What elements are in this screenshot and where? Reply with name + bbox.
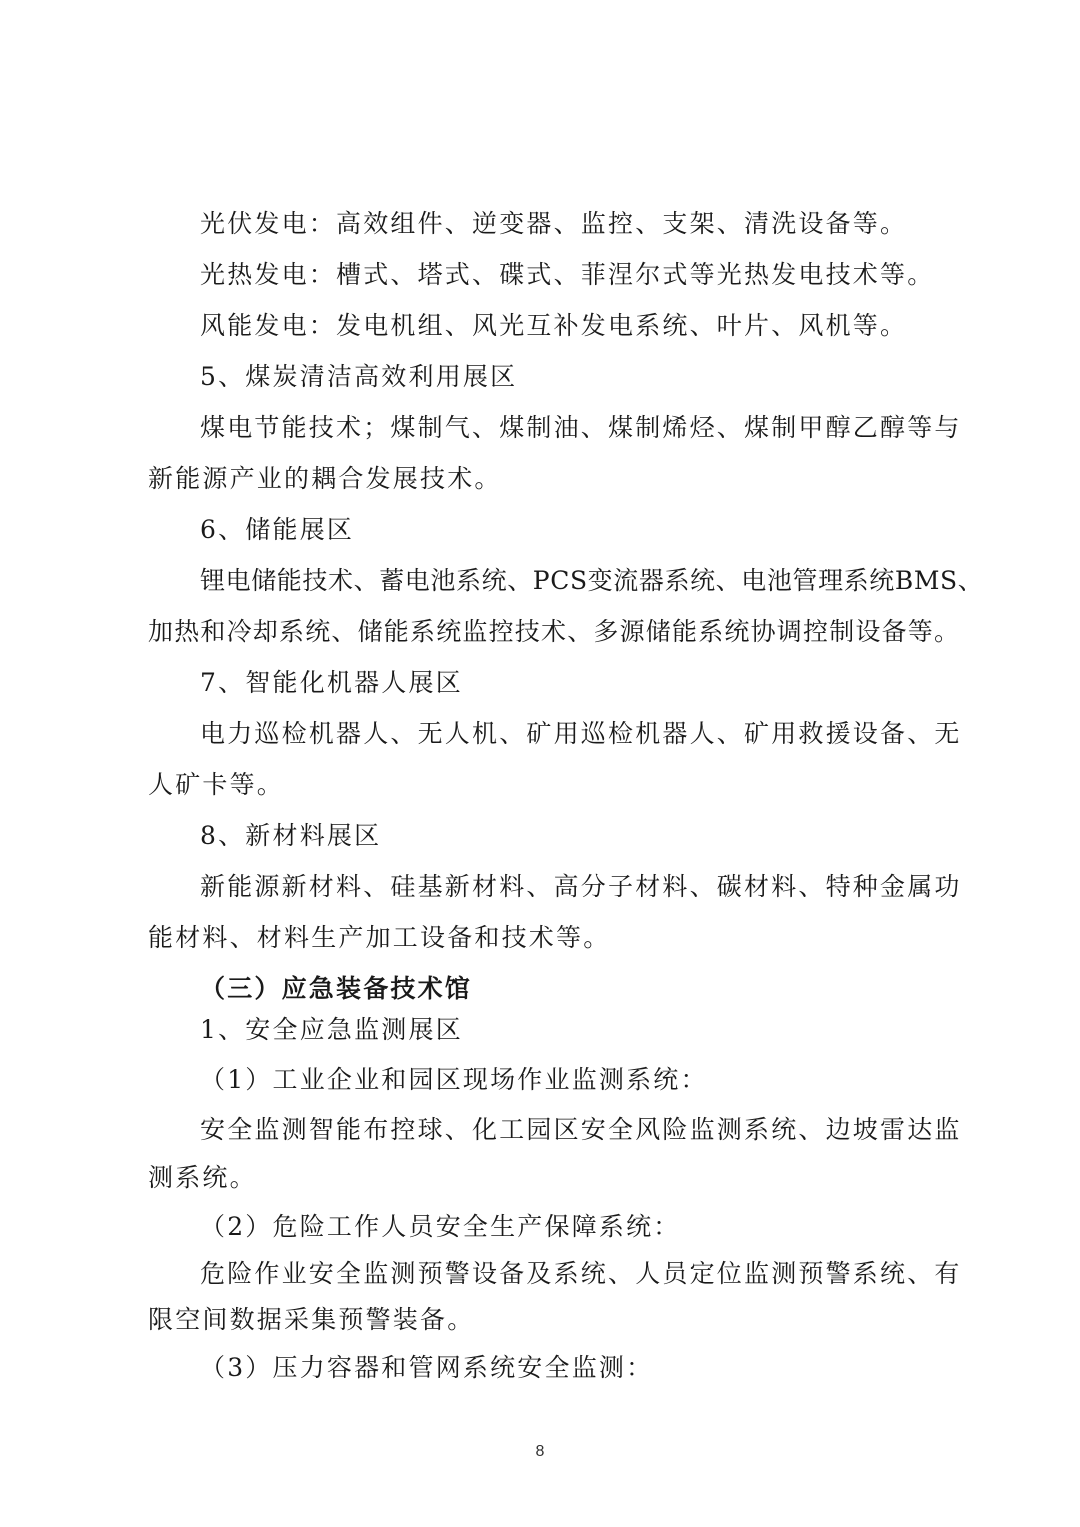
section-heading: 8、新材料展区 xyxy=(200,821,382,850)
text-line: 光热发电：槽式、塔式、碟式、菲涅尔式等光热发电技术等。 xyxy=(200,260,935,289)
text-line: 危险作业安全监测预警设备及系统、人员定位监测预警系统、有 xyxy=(200,1259,962,1288)
text-line: 限空间数据采集预警装备。 xyxy=(148,1305,475,1334)
text-line: 煤电节能技术；煤制气、煤制油、煤制烯烃、煤制甲醇乙醇等与 xyxy=(200,413,962,442)
section-heading: 7、智能化机器人展区 xyxy=(200,668,463,697)
page-number: 8 xyxy=(535,1443,545,1460)
text-line: 风能发电：发电机组、风光互补发电系统、叶片、风机等。 xyxy=(200,311,908,340)
subsection-heading: （1）工业企业和园区现场作业监测系统： xyxy=(200,1065,708,1094)
text-line: 锂电储能技术、蓄电池系统、PCS变流器系统、电池管理系统BMS、 xyxy=(200,566,984,595)
hall-heading: （三）应急装备技术馆 xyxy=(200,974,473,1003)
section-heading: 6、储能展区 xyxy=(200,515,355,544)
text-line: 安全监测智能布控球、化工园区安全风险监测系统、边坡雷达监 xyxy=(200,1115,962,1144)
subsection-heading: （3）压力容器和管网系统安全监测： xyxy=(200,1353,654,1382)
section-heading: 5、煤炭清洁高效利用展区 xyxy=(200,362,518,391)
text-line: 新能源产业的耦合发展技术。 xyxy=(148,464,502,493)
text-line: 能材料、材料生产加工设备和技术等。 xyxy=(148,923,611,952)
text-line: 光伏发电：高效组件、逆变器、监控、支架、清洗设备等。 xyxy=(200,209,908,238)
text-line: 电力巡检机器人、无人机、矿用巡检机器人、矿用救援设备、无 xyxy=(200,719,962,748)
text-line: 新能源新材料、硅基新材料、高分子材料、碳材料、特种金属功 xyxy=(200,872,962,901)
subsection-heading: （2）危险工作人员安全生产保障系统： xyxy=(200,1212,681,1241)
text-line: 测系统。 xyxy=(148,1163,257,1192)
text-line: 加热和冷却系统、储能系统监控技术、多源储能系统协调控制设备等。 xyxy=(148,617,961,646)
section-heading: 1、安全应急监测展区 xyxy=(200,1015,463,1044)
text-line: 人矿卡等。 xyxy=(148,770,285,799)
